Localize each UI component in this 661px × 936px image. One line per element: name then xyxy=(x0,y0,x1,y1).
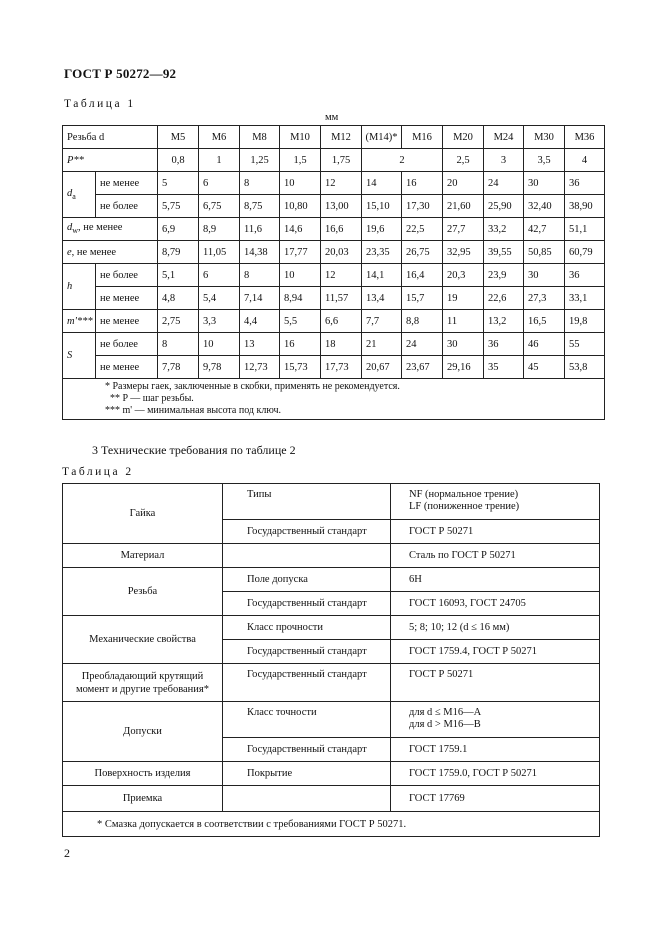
table-row xyxy=(63,310,605,333)
thread-tol-label: Поле допуска xyxy=(223,568,391,592)
e-cell: 17,77 xyxy=(280,241,321,264)
h-cell: 33,1 xyxy=(565,287,605,310)
da-cell: 5 xyxy=(158,172,199,195)
mech-std-label: Государственный стандарт xyxy=(223,640,391,664)
e-cell: 20,03 xyxy=(321,241,362,264)
s-label xyxy=(63,333,96,379)
e-cell: 8,79 xyxy=(158,241,199,264)
document-header: ГОСТ Р 50272—92 xyxy=(64,66,177,81)
row-tolerances-label: Допуски xyxy=(63,702,223,762)
section-title: 3 Технические требования по таблице 2 xyxy=(92,443,296,457)
s-cell: 13 xyxy=(240,333,280,356)
da-cell: 32,40 xyxy=(524,195,565,218)
dw-cell: 19,6 xyxy=(362,218,402,241)
pitch-cell: 0,8 xyxy=(158,149,199,172)
table1-note: *** m' — минимальная высота под ключ. xyxy=(105,405,281,416)
da-label-subscript: a xyxy=(72,192,76,202)
s-cell: 10 xyxy=(199,333,240,356)
da-label-symbol: d xyxy=(67,187,73,199)
size-header: (M14)* xyxy=(362,126,402,149)
s-cell: 16 xyxy=(280,333,321,356)
h-cell: 22,6 xyxy=(484,287,524,310)
h-cell: 14,1 xyxy=(362,264,402,287)
m-row-label: не менее xyxy=(96,310,158,333)
e-cell: 39,55 xyxy=(484,241,524,264)
table-row xyxy=(63,379,605,420)
dw-label-symbol: d xyxy=(67,222,73,234)
dw-cell: 22,5 xyxy=(402,218,443,241)
pitch-label: P** xyxy=(63,149,158,172)
table-row xyxy=(63,195,605,218)
da-cell: 10,80 xyxy=(280,195,321,218)
da-cell: 17,30 xyxy=(402,195,443,218)
h-cell: 30 xyxy=(524,264,565,287)
s-cell: 45 xyxy=(524,356,565,379)
table1-unit: мм xyxy=(325,112,339,123)
s-cell: 8 xyxy=(158,333,199,356)
size-header: M24 xyxy=(484,126,524,149)
e-label-symbol: e xyxy=(67,246,72,258)
nut-types-value xyxy=(391,484,600,520)
acceptance-value: ГОСТ 17769 xyxy=(391,786,600,812)
s-cell: 7,78 xyxy=(158,356,199,379)
table1-note: ** P — шаг резьбы. xyxy=(110,393,194,404)
da-cell: 21,60 xyxy=(443,195,484,218)
da-row-label: не менее xyxy=(96,172,158,195)
size-header: M8 xyxy=(240,126,280,149)
s-label-symbol: S xyxy=(67,350,73,361)
table-row xyxy=(63,172,605,195)
table-row xyxy=(63,241,605,264)
dw-cell: 42,7 xyxy=(524,218,565,241)
da-cell: 38,90 xyxy=(565,195,605,218)
pitch-cell: 4 xyxy=(565,149,605,172)
h-cell: 12 xyxy=(321,264,362,287)
surface-coat-value: ГОСТ 1759.0, ГОСТ Р 50271 xyxy=(391,762,600,786)
dw-cell: 11,6 xyxy=(240,218,280,241)
m-label xyxy=(63,310,96,333)
m-cell: 11 xyxy=(443,310,484,333)
pitch-cell: 1,5 xyxy=(280,149,321,172)
e-label xyxy=(63,241,158,264)
h-cell: 4,8 xyxy=(158,287,199,310)
h-cell: 11,57 xyxy=(321,287,362,310)
table-row xyxy=(63,287,605,310)
dw-cell: 8,9 xyxy=(199,218,240,241)
table-row xyxy=(63,218,605,241)
e-cell: 60,79 xyxy=(565,241,605,264)
acceptance-empty-cell xyxy=(223,786,391,812)
da-row-label: не более xyxy=(96,195,158,218)
m-cell: 19,8 xyxy=(565,310,605,333)
s-cell: 12,73 xyxy=(240,356,280,379)
torque-std-label: Государственный стандарт xyxy=(223,664,391,702)
nut-std-value: ГОСТ Р 50271 xyxy=(391,520,600,544)
h-cell: 20,3 xyxy=(443,264,484,287)
e-cell: 14,38 xyxy=(240,241,280,264)
nut-type-nf: NF (нормальное трение) xyxy=(409,489,519,500)
s-cell: 18 xyxy=(321,333,362,356)
thread-std-label: Государственный стандарт xyxy=(223,592,391,616)
mech-std-value: ГОСТ 1759.4, ГОСТ Р 50271 xyxy=(391,640,600,664)
pitch-cell: 1 xyxy=(199,149,240,172)
surface-coat-label: Покрытие xyxy=(223,762,391,786)
m-cell: 5,5 xyxy=(280,310,321,333)
thread-header: Резьба d xyxy=(63,126,158,149)
da-cell: 15,10 xyxy=(362,195,402,218)
tolerances-class-label: Класс точности xyxy=(223,702,391,738)
h-row-label: не более xyxy=(96,264,158,287)
m-cell: 7,7 xyxy=(362,310,402,333)
tolerances-std-value: ГОСТ 1759.1 xyxy=(391,738,600,762)
m-cell: 6,6 xyxy=(321,310,362,333)
da-label xyxy=(63,172,96,218)
s-cell: 21 xyxy=(362,333,402,356)
size-header: M5 xyxy=(158,126,199,149)
dw-label-qualifier: , не менее xyxy=(78,222,123,234)
table1-notes xyxy=(63,379,605,420)
dw-cell: 33,2 xyxy=(484,218,524,241)
table-row xyxy=(63,126,605,149)
size-header: M36 xyxy=(565,126,605,149)
s-row-label: не более xyxy=(96,333,158,356)
h-cell: 19 xyxy=(443,287,484,310)
h-cell: 6 xyxy=(199,264,240,287)
size-header: M30 xyxy=(524,126,565,149)
s-row-label: не менее xyxy=(96,356,158,379)
e-cell: 50,85 xyxy=(524,241,565,264)
s-cell: 46 xyxy=(524,333,565,356)
h-cell: 5,1 xyxy=(158,264,199,287)
table2-caption: Таблица 2 xyxy=(62,466,134,478)
m-cell: 13,2 xyxy=(484,310,524,333)
s-cell: 9,78 xyxy=(199,356,240,379)
row-surface-label: Поверхность изделия xyxy=(63,762,223,786)
da-cell: 10 xyxy=(280,172,321,195)
h-cell: 23,9 xyxy=(484,264,524,287)
table-row xyxy=(63,333,605,356)
h-cell: 13,4 xyxy=(362,287,402,310)
e-cell: 11,05 xyxy=(199,241,240,264)
size-header: M12 xyxy=(321,126,362,149)
da-cell: 14 xyxy=(362,172,402,195)
h-cell: 8,94 xyxy=(280,287,321,310)
row-nut-label: Гайка xyxy=(63,484,223,544)
mech-class-value: 5; 8; 10; 12 (d ≤ 16 мм) xyxy=(391,616,600,640)
tolerances-class-value xyxy=(391,702,600,738)
row-acceptance-label: Приемка xyxy=(63,786,223,812)
m-cell: 4,4 xyxy=(240,310,280,333)
dw-cell: 27,7 xyxy=(443,218,484,241)
nut-types-label: Типы xyxy=(223,484,391,520)
mech-class-label: Класс прочности xyxy=(223,616,391,640)
pitch-cell: 2,5 xyxy=(443,149,484,172)
row-thread-label: Резьба xyxy=(63,568,223,616)
e-cell: 23,35 xyxy=(362,241,402,264)
torque-label-line2: момент и другие требования* xyxy=(75,683,209,695)
h-label-symbol: h xyxy=(67,281,73,292)
dw-label xyxy=(63,218,158,241)
h-cell: 8 xyxy=(240,264,280,287)
h-cell: 10 xyxy=(280,264,321,287)
e-label-qualifier: , не менее xyxy=(71,246,117,258)
torque-std-value: ГОСТ Р 50271 xyxy=(391,664,600,702)
table-row xyxy=(63,356,605,379)
requirements-table xyxy=(62,483,600,837)
h-cell: 16,4 xyxy=(402,264,443,287)
dw-label-subscript: w xyxy=(72,226,79,236)
row-material-label: Материал xyxy=(63,544,223,568)
pitch-cell: 1,25 xyxy=(240,149,280,172)
s-cell: 55 xyxy=(565,333,605,356)
table-row xyxy=(63,264,605,287)
material-empty-cell xyxy=(223,544,391,568)
dw-cell: 51,1 xyxy=(565,218,605,241)
dw-cell: 16,6 xyxy=(321,218,362,241)
h-cell: 15,7 xyxy=(402,287,443,310)
dw-cell: 14,6 xyxy=(280,218,321,241)
m-cell: 2,75 xyxy=(158,310,199,333)
pitch-cell: 3,5 xyxy=(524,149,565,172)
tolerances-std-label: Государственный стандарт xyxy=(223,738,391,762)
tolerance-large: для d > M16—B xyxy=(409,719,481,730)
s-cell: 53,8 xyxy=(565,356,605,379)
pitch-cell: 1,75 xyxy=(321,149,362,172)
pitch-cell: 3 xyxy=(484,149,524,172)
h-label xyxy=(63,264,96,310)
da-cell: 20 xyxy=(443,172,484,195)
m-cell: 3,3 xyxy=(199,310,240,333)
s-cell: 17,73 xyxy=(321,356,362,379)
pitch-cell: 2 xyxy=(362,149,443,172)
s-cell: 30 xyxy=(443,333,484,356)
dimensions-table xyxy=(62,125,605,420)
thread-std-value: ГОСТ 16093, ГОСТ 24705 xyxy=(391,592,600,616)
size-header: M6 xyxy=(199,126,240,149)
size-header: M10 xyxy=(280,126,321,149)
h-cell: 27,3 xyxy=(524,287,565,310)
da-cell: 12 xyxy=(321,172,362,195)
s-cell: 23,67 xyxy=(402,356,443,379)
h-cell: 7,14 xyxy=(240,287,280,310)
da-cell: 25,90 xyxy=(484,195,524,218)
e-cell: 32,95 xyxy=(443,241,484,264)
da-cell: 16 xyxy=(402,172,443,195)
s-cell: 24 xyxy=(402,333,443,356)
h-row-label: не менее xyxy=(96,287,158,310)
page-number: 2 xyxy=(64,846,70,860)
size-header: M20 xyxy=(443,126,484,149)
nut-type-lf: LF (пониженное трение) xyxy=(409,501,520,512)
da-cell: 8,75 xyxy=(240,195,280,218)
da-cell: 36 xyxy=(565,172,605,195)
h-cell: 36 xyxy=(565,264,605,287)
table1-caption: Таблица 1 xyxy=(64,98,136,110)
dw-cell: 6,9 xyxy=(158,218,199,241)
da-cell: 8 xyxy=(240,172,280,195)
thread-tol-value: 6H xyxy=(391,568,600,592)
h-cell: 5,4 xyxy=(199,287,240,310)
s-cell: 20,67 xyxy=(362,356,402,379)
da-cell: 24 xyxy=(484,172,524,195)
e-cell: 26,75 xyxy=(402,241,443,264)
s-cell: 29,16 xyxy=(443,356,484,379)
row-torque-label xyxy=(63,664,223,702)
row-mech-label: Механические свойства xyxy=(63,616,223,664)
s-cell: 15,73 xyxy=(280,356,321,379)
tolerance-small: для d ≤ M16—A xyxy=(409,707,482,718)
m-label-symbol: m'*** xyxy=(67,315,93,327)
da-cell: 6,75 xyxy=(199,195,240,218)
table2-footnote: * Смазка допускается в соответствии с требованиями ГОСТ Р 50271. xyxy=(63,812,600,837)
m-cell: 8,8 xyxy=(402,310,443,333)
table1-note: * Размеры гаек, заключенные в скобки, применять не рекомендуется. xyxy=(105,381,400,392)
s-cell: 35 xyxy=(484,356,524,379)
table-row xyxy=(63,149,605,172)
material-value: Сталь по ГОСТ Р 50271 xyxy=(391,544,600,568)
m-cell: 16,5 xyxy=(524,310,565,333)
nut-std-label: Государственный стандарт xyxy=(223,520,391,544)
da-cell: 6 xyxy=(199,172,240,195)
da-cell: 5,75 xyxy=(158,195,199,218)
s-cell: 36 xyxy=(484,333,524,356)
torque-label-line1: Преобладающий крутящий xyxy=(81,670,204,682)
size-header: M16 xyxy=(402,126,443,149)
da-cell: 13,00 xyxy=(321,195,362,218)
da-cell: 30 xyxy=(524,172,565,195)
